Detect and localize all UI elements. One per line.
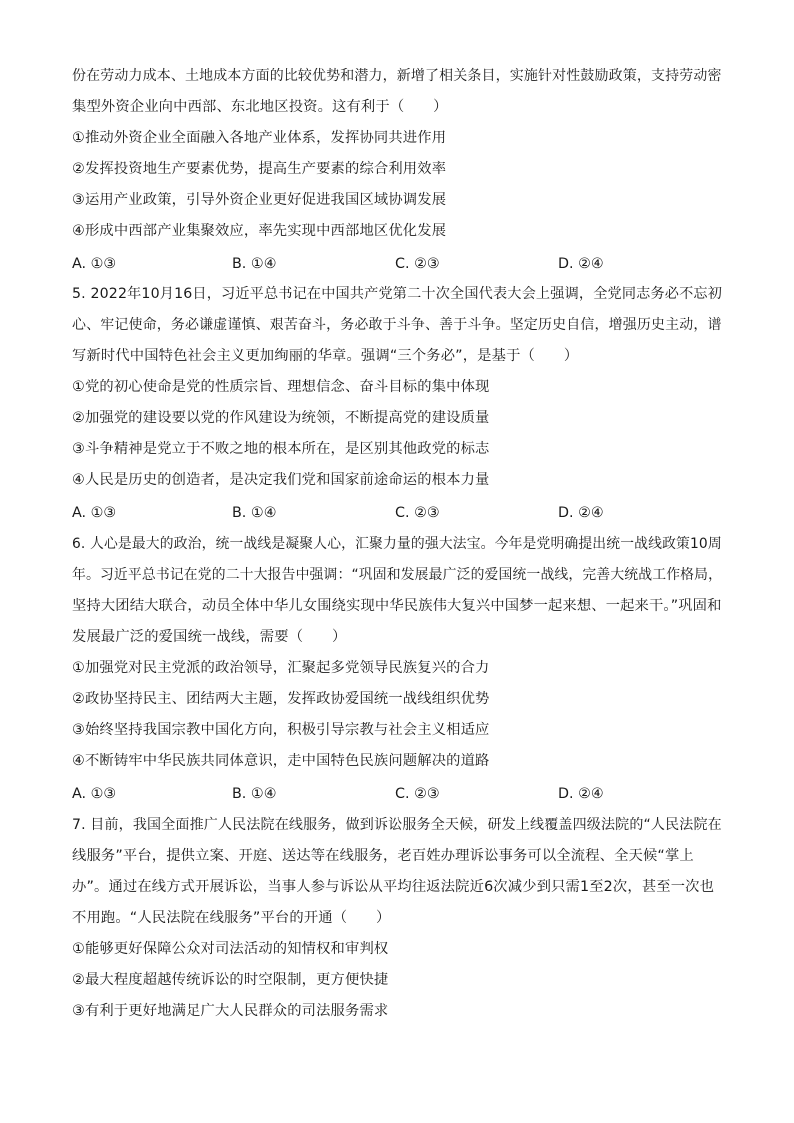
q4-option-b[interactable]: B. ①④ — [232, 256, 277, 272]
q5-option-d[interactable]: D. ②④ — [558, 505, 604, 521]
q4-stem-line-1: 份在劳动力成本、土地成本方面的比较优势和潜力，新增了相关条目，实施针对性鼓励政策，支持劳动密 — [72, 68, 722, 84]
q5-option-a[interactable]: A. ①③ — [72, 505, 117, 521]
q6-option-a[interactable]: A. ①③ — [72, 786, 117, 802]
q6-stem-line-4: 发展最广泛的爱国统一战线，需要（ ） — [72, 629, 347, 645]
q4-option-d[interactable]: D. ②④ — [558, 256, 604, 272]
q7-stem-line-1: 7. 目前，我国全面推广人民法院在线服务，做到诉讼服务全天候，研发上线覆盖四级法院的“人民法院在 — [72, 817, 722, 833]
q5-statement-4: ④人民是历史的创造者，是决定我们党和国家前途命运的根本力量 — [72, 472, 490, 488]
q7-stem-line-4: 不用跑。“人民法院在线服务”平台的开通（ ） — [72, 910, 391, 926]
q6-option-d[interactable]: D. ②④ — [558, 786, 604, 802]
q4-stem-line-2: 集型外资企业向中西部、东北地区投资。这有利于（ ） — [72, 99, 448, 115]
q5-stem-line-2: 心、牢记使命，务必谦虚谨慎、艰苦奋斗，务必敢于斗争、善于斗争。坚定历史自信，增强历史主动，谱 — [72, 317, 722, 333]
q6-statement-2: ②政协坚持民主、团结两大主题，发挥政协爱国统一战线组织优势 — [72, 691, 490, 707]
q6-stem-line-3: 坚持大团结大联合，动员全体中华儿女围绕实现中华民族伟大复兴中国梦一起来想、一起来干。”巩固和 — [72, 598, 722, 614]
q6-option-c[interactable]: C. ②③ — [395, 786, 440, 802]
q6-statement-3: ③始终坚持我国宗教中国化方向，积极引导宗教与社会主义相适应 — [72, 722, 490, 738]
q7-statement-2: ②最大程度超越传统诉讼的时空限制，更方便快捷 — [72, 972, 389, 988]
q4-statement-3: ③运用产业政策，引导外资企业更好促进我国区域协调发展 — [72, 192, 447, 208]
q4-statement-2: ②发挥投资地生产要素优势，提高生产要素的综合利用效率 — [72, 161, 447, 177]
q6-statement-1: ①加强党对民主党派的政治领导，汇聚起多党领导民族复兴的合力 — [72, 660, 490, 676]
q7-statement-1: ①能够更好保障公众对司法活动的知情权和审判权 — [72, 941, 389, 957]
q7-stem-line-3: 办”。通过在线方式开展诉讼，当事人参与诉讼从平均往返法院近6次减少到只需1至2次，甚至一次也 — [72, 879, 715, 895]
q6-stem-line-2: 年。习近平总书记在党的二十大报告中强调：“巩固和发展最广泛的爱国统一战线，完善大统战工作格局， — [72, 567, 723, 583]
q5-option-c[interactable]: C. ②③ — [395, 505, 440, 521]
q5-stem-line-3: 写新时代中国特色社会主义更加绚丽的华章。强调“三个务必”，是基于（ ） — [72, 348, 579, 364]
q5-statement-2: ②加强党的建设要以党的作风建设为统领，不断提高党的建设质量 — [72, 410, 490, 426]
q5-option-b[interactable]: B. ①④ — [232, 505, 277, 521]
q6-option-b[interactable]: B. ①④ — [232, 786, 277, 802]
q6-stem-line-1: 6. 人心是最大的政治，统一战线是凝聚人心，汇聚力量的强大法宝。今年是党明确提出统一战线政策10周 — [72, 536, 722, 552]
q4-option-c[interactable]: C. ②③ — [395, 256, 440, 272]
q7-statement-3: ③有利于更好地满足广大人民群众的司法服务需求 — [72, 1003, 389, 1019]
q7-stem-line-2: 线服务”平台，提供立案、开庭、送达等在线服务，老百姓办理诉讼事务可以全流程、全天候“掌上 — [72, 848, 694, 864]
q6-statement-4: ④不断铸牢中华民族共同体意识，走中国特色民族问题解决的道路 — [72, 753, 490, 769]
q4-statement-4: ④形成中西部产业集聚效应，率先实现中西部地区优化发展 — [72, 223, 447, 239]
q4-statement-1: ①推动外资企业全面融入各地产业体系，发挥协同共进作用 — [72, 130, 447, 146]
q5-stem-line-1: 5. 2022年10月16日，习近平总书记在中国共产党第二十次全国代表大会上强调，全党同志务必不忘初 — [72, 286, 723, 302]
q4-option-a[interactable]: A. ①③ — [72, 256, 117, 272]
q5-statement-1: ①党的初心使命是党的性质宗旨、理想信念、奋斗目标的集中体现 — [72, 379, 490, 395]
q5-statement-3: ③斗争精神是党立于不败之地的根本所在，是区别其他政党的标志 — [72, 441, 490, 457]
